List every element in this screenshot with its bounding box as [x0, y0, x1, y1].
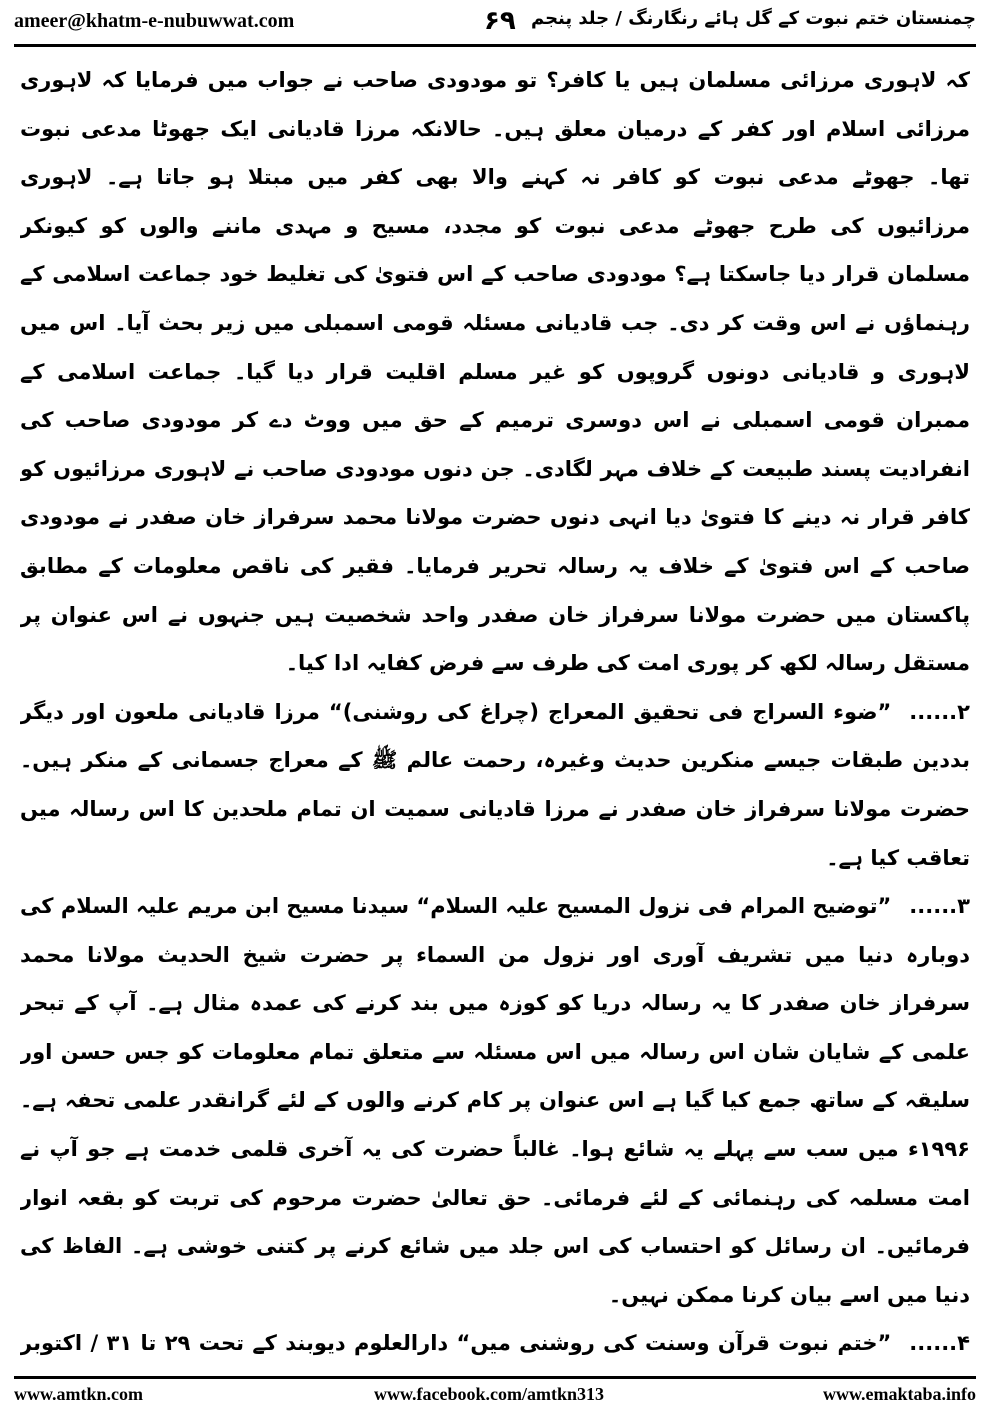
item-3 — [20, 882, 970, 1319]
book-title: چمنستان ختم نبوت کے گل ہائے رنگارنگ / جلد پنجم — [530, 8, 976, 29]
page-body — [20, 56, 970, 1366]
page-footer — [14, 1384, 976, 1414]
footer-link-emaktaba[interactable]: www.emaktaba.info — [822, 1384, 976, 1404]
intro-paragraph: کہ لاہوری مرزائی مسلمان ہیں یا کافر؟ تو مودودی صاحب نے جواب میں فرمایا کہ لاہوری مرزائی اسلام اور کفر کے درمیان معلق ہیں۔ حالانکہ مرزا قادیانی ایک جھوٹا مدعی نبوت تھا۔ جھوٹے مدعی نبوت کو کافر نہ کہنے والا بھی کفر میں مبتلا ہو جاتا ہے۔ لاہوری مرزائیوں کی طرح جھوٹے مدعی نبوت کو مجدد، مسیح و مہدی ماننے والوں کو کیونکر مسلمان قرار دیا جاسکتا ہے؟ مودودی صاحب کے اس فتویٰ کی تغلیط خود جماعت اسلامی کے رہنماؤں نے اس وقت کر دی۔ جب قادیانی مسئلہ قومی اسمبلی میں زیر بحث آیا۔ اس میں لاہوری و قادیانی دونوں گروپوں کو غیر مسلم اقلیت قرار دیا گیا۔ جماعت اسلامی کے ممبران قومی اسمبلی نے اس دوسری ترمیم کے حق میں ووٹ دے کر مودودی صاحب کی انفرادیت پسند طبیعت کے خلاف مہر لگادی۔ جن دنوں مودودی صاحب نے لاہوری مرزائیوں کو کافر قرار نہ دینے کا فتویٰ دیا انہی دنوں حضرت مولانا محمد سرفراز خان صفدر نے مودودی صاحب کے اس فتویٰ کے خلاف یہ رسالہ تحریر فرمایا۔ فقیر کی ناقص معلومات کے مطابق پاکستان میں حضرت مولانا سرفراز خان صفدر واحد شخصیت ہیں جنہوں نے اس عنوان پر مستقل رسالہ لکھ کر پوری امت کی طرف سے فرض کفایہ ادا کیا۔ — [20, 68, 970, 676]
item-2-number: ۲...... — [909, 699, 970, 724]
item-3-number: ۳...... — [909, 894, 970, 919]
item-4-number: ۴...... — [909, 1331, 970, 1356]
item-3-text: ”توضیح المرام فی نزول المسیح علیہ السلام“ سیدنا مسیح ابن مریم علیہ السلام کی دوبارہ دنیا میں تشریف آوری اور نزول من السماء پر حضرت شیخ الحدیث مولانا محمد سرفراز خان صفدر کا یہ رسالہ دریا کو کوزہ میں بند کرنے کی عمدہ مثال ہے۔ آپ کے تبحر علمی کے شایان شان اس رسالہ میں اس مسئلہ سے متعلق تمام معلومات کو جس حسن اور سلیقہ کے ساتھ جمع کیا گیا ہے اس عنوان پر کام کرنے والوں کے لئے گرانقدر علمی تحفہ ہے۔ ۱۹۹۶ء میں سب سے پہلے یہ شائع ہوا۔ غالباً حضرت کی یہ آخری قلمی خدمت ہے جو آپ نے امت مسلمہ کی رہنمائی کے لئے فرمائی۔ حق تعالیٰ حضرت مرحوم کی تربت کو بقعہ انوار فرمائیں۔ ان رسائل کو احتساب کی اس جلد میں شائع کرنے پر کتنی خوشی ہے۔ الفاظ کی دنیا میں اسے بیان کرنا ممکن نہیں۔ — [20, 894, 970, 1307]
footer-link-facebook[interactable]: www.facebook.com/amtkn313 — [374, 1384, 604, 1404]
item-2 — [20, 688, 970, 882]
item-4 — [20, 1319, 970, 1366]
footer-link-amtkn[interactable]: www.amtkn.com — [14, 1384, 143, 1404]
item-2-text: ”ضوء السراج فی تحقیق المعراج (چراغ کی روشنی)“ مرزا قادیانی ملعون اور دیگر بددین طبقات جیسے منکرین حدیث وغیرہ، رحمت عالم ﷺ کے معراج جسمانی کے منکر ہیں۔ حضرت مولانا سرفراز خان صفدر نے مرزا قادیانی سمیت ان تمام ملحدین کا اس رسالہ میں تعاقب کیا ہے۔ — [20, 699, 970, 870]
header-rule — [14, 44, 976, 47]
item-4-text: ”ختم نبوت قرآن وسنت کی روشنی میں“ دارالعلوم دیوبند کے تحت ۲۹ تا ۳۱ / اکتوبر — [20, 1331, 892, 1356]
page-number: ۶۹ — [484, 6, 516, 36]
page-header — [14, 6, 976, 40]
header-email: ameer@khatm-e-nubuwwat.com — [14, 10, 295, 32]
footer-rule — [14, 1376, 976, 1379]
